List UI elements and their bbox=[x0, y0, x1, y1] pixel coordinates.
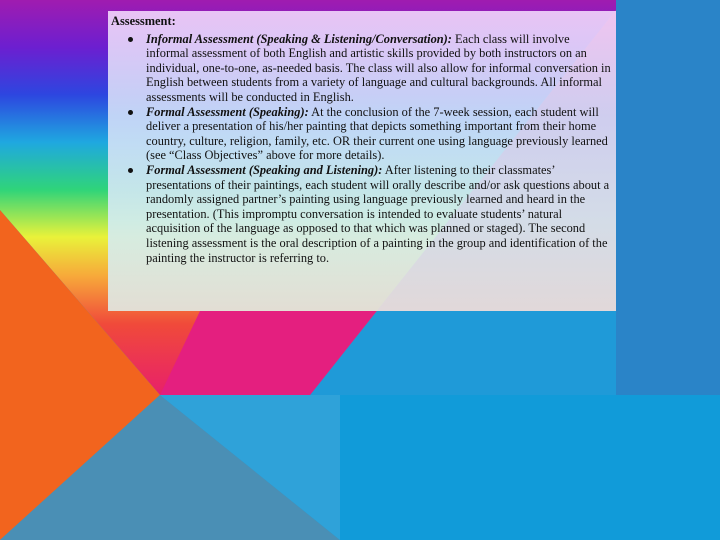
assessment-list bbox=[111, 32, 611, 266]
assessment-panel bbox=[108, 11, 616, 311]
item-text: At the conclusion of the 7-week session, each student will deliver a presentation of his/her painting that depicts something important from their home country, culture, religion, family, etc. OR their current one using language previously learned (see “Class Objectives” above for more details). bbox=[146, 104, 608, 163]
bullet-icon bbox=[128, 37, 133, 42]
list-item bbox=[111, 163, 611, 265]
bullet-icon bbox=[128, 110, 133, 115]
right-blue-area bbox=[616, 0, 720, 395]
assessment-heading: Assessment: bbox=[111, 14, 176, 28]
list-item bbox=[111, 105, 611, 163]
item-lead: Formal Assessment (Speaking and Listening): bbox=[146, 162, 383, 177]
lower-right-cyan bbox=[300, 395, 720, 540]
item-text: Each class will involve informal assessment of both English and artistic skills provided by both instructors on an individual, one-to-one, as-needed basis. The class will also allow for informal conversation in English between students from a variety of language and cultural backgrounds. All informal assessments will be conducted in English. bbox=[146, 31, 611, 104]
item-lead: Informal Assessment (Speaking & Listening/Conversation): bbox=[146, 31, 452, 46]
bullet-icon bbox=[128, 168, 133, 173]
item-lead: Formal Assessment (Speaking): bbox=[146, 104, 309, 119]
item-text: After listening to their classmates’ presentations of their paintings, each student will orally describe and/or ask questions about a randomly assigned partner’s painting using language previously learned and heard in the presentation. (This impromptu conversation is intended to evaluate students’ natural acquisition of the language as opposed to that which was planned or staged). The second listening assessment is the oral description of a painting in the group and identification of the painting the instructor is referring to. bbox=[146, 162, 610, 265]
list-item bbox=[111, 32, 611, 105]
